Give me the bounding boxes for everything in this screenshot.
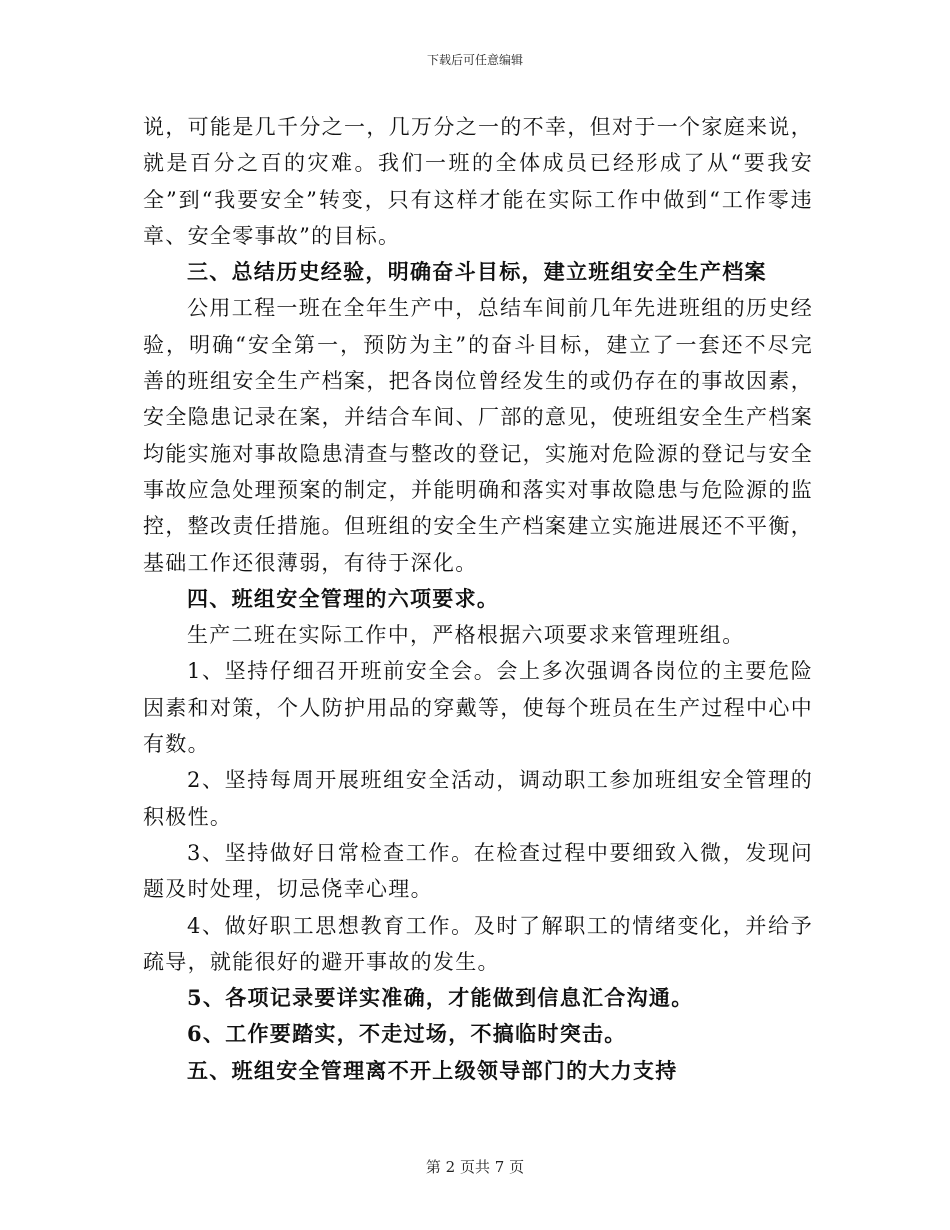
list-item-1: 1、坚持仔细召开班前安全会。会上多次强调各岗位的主要危险因素和对策，个人防护用品的穿戴等，使每个班员在生产过程中心中有数。	[143, 659, 813, 757]
list-item-3: 3、坚持做好日常检查工作。在检查过程中要细致入微，发现问题及时处理，切忌侥幸心理。	[143, 840, 813, 902]
document-body	[143, 109, 813, 1089]
list-item-5: 5、各项记录要详实准确，才能做到信息汇合沟通。	[187, 985, 694, 1011]
paragraph-continuation: 说，可能是几千分之一，几万分之一的不幸，但对于一个家庭来说，就是百分之百的灾难。我们一班的全体成员已经形成了从“要我安全”到“我要安全”转变，只有这样才能在实际工作中做到“工作零违章、安全零事故”的目标。	[143, 115, 813, 248]
section-heading-4: 四、班组安全管理的六项要求。	[187, 585, 500, 611]
list-item-2: 2、坚持每周开展班组安全活动，调动职工参加班组安全管理的积极性。	[143, 768, 813, 829]
list-item-6: 6、工作要踏实，不走过场，不搞临时突击。	[187, 1021, 627, 1047]
list-item-4: 4、做好职工思想教育工作。及时了解职工的情绪变化，并给予疏导，就能很好的避开事故的发生。	[143, 913, 813, 974]
paragraph-archive: 公用工程一班在全年生产中，总结车间前几年先进班组的历史经验，明确“安全第一，预防为主”的奋斗目标，建立了一套还不尽完善的班组安全生产档案，把各岗位曾经发生的或仍存在的事故因素，安全隐患记录在案，并结合车间、厂部的意见，使班组安全生产档案均能实施对事故隐患清查与整改的登记，实施对危险源的登记与安全事故应急处理预案的制定，并能明确和落实对事故隐患与危险源的监控，整改责任措施。但班组的安全生产档案建立实施进展还不平衡，基础工作还很薄弱，有待于深化。	[143, 296, 813, 575]
page-footer: 第 2 页共 7 页	[425, 1158, 525, 1176]
section-heading-3: 三、总结历史经验，明确奋斗目标，建立班组安全生产档案	[187, 259, 767, 285]
paragraph-intro: 生产二班在实际工作中，严格根据六项要求来管理班组。	[187, 623, 745, 648]
section-heading-5: 五、班组安全管理离不开上级领导部门的大力支持	[187, 1057, 678, 1083]
page-header: 下载后可任意编辑	[426, 53, 523, 67]
